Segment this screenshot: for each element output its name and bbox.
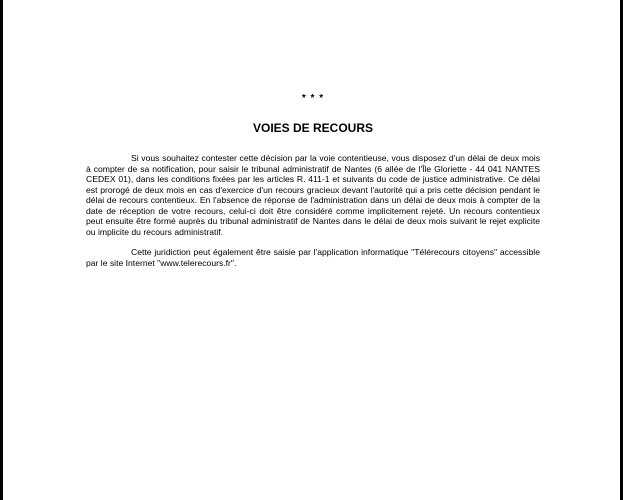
paragraph-appeal-procedure: Si vous souhaitez contester cette décision par la voie contentieuse, vous disposez d'un délai de deux mois à compter de sa notification, pour saisir le tribunal administratif de Nantes (6 allée de l'Île Gloriette - 44 041 NANTES CEDEX 01), dans les conditions fixées par les articles R. 411-1 et suivants du code de justice administrative. Ce délai est prorogé de deux mois en cas d'exercice d'un recours gracieux devant l'autorité qui a pris cette décision pendant le délai de recours contentieux. En l'absence de réponse de l'administration dans un délai de deux mois à compter de la date de réception de votre recours, celui-ci doit être considéré comme implicitement rejeté. Un recours contentieux peut ensuite être formé auprès du tribunal administratif de Nantes dans le délai de deux mois suivant le rejet explicite ou implicite du recours administratif. xyxy=(86,153,540,237)
section-title: VOIES DE RECOURS xyxy=(252,121,374,135)
document-page xyxy=(3,0,620,500)
paragraph-telerecours: Cette juridiction peut également être saisie par l'application informatique "Télérecours citoyens" accessible par le site Internet "www.telerecours.fr". xyxy=(86,247,540,268)
section-separator: * * * xyxy=(301,93,325,104)
document-content xyxy=(86,92,540,268)
